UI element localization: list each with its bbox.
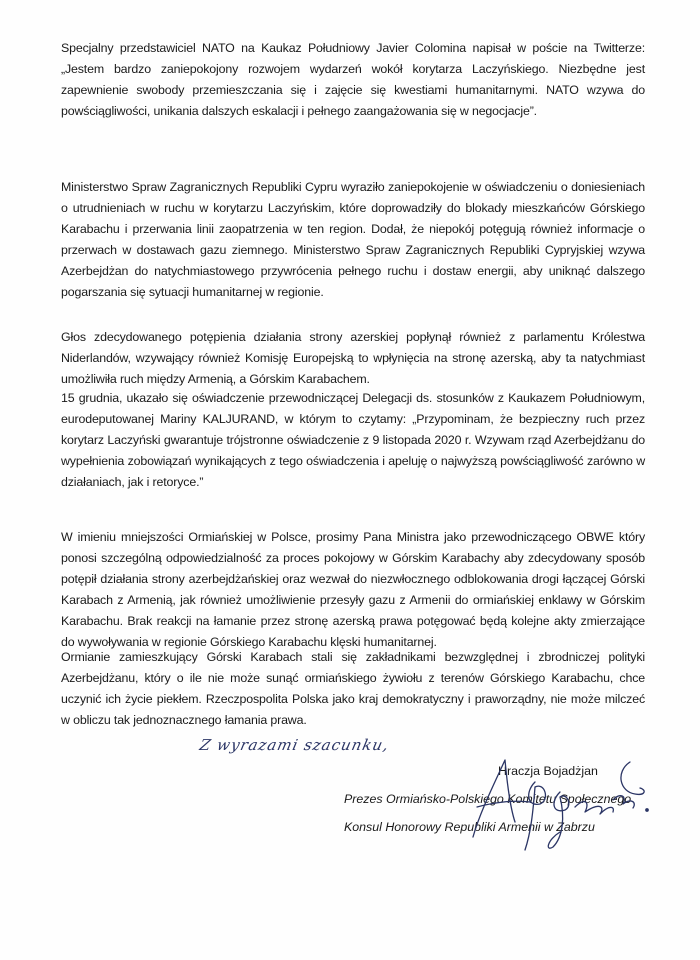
- paragraph-kaljurand-statement: 15 grudnia, ukazało się oświadczenie przewodniczącej Delegacji ds. stosunków z Kaukazem Południowym, eurodeputowanej Mariny KALJURAND, w którym to czytamy: „Przypominam, że bezpieczny ruch przez korytarz Laczyński gwarantuje trójstronne oświadczenie z 9 listopada 2020 r. Wzywam rząd Azerbejdżanu do wypełnienia zobowiązań wynikających z tego oświadczenia i apeluję o najwyższą powściągliwość zarówno w działaniach, jak i retoryce.”: [61, 391, 645, 489]
- paragraph-nato-statement: Specjalny przedstawiciel NATO na Kaukaz Południowy Javier Colomina napisał w poście na Twitterze: „Jestem bardzo zaniepokojony rozwojem wydarzeń wokół korytarza Laczyńskiego. Niezbędne jest zapewnienie swobody przemieszczania się i zajęcie się kwestiami humanitarnymi. NATO wzywa do powściągliwości, unikania dalszych eskalacji i pełnego zaangażowania się w negocjacje”.: [61, 41, 645, 118]
- signer-role-president: Prezes Ormiańsko-Polskiego Komitetu Społecznego: [344, 792, 632, 806]
- signer-role-consul: Konsul Honorowy Republiki Armenii w Zabrzu: [344, 820, 595, 834]
- paragraph-request-to-minister: W imieniu mniejszości Ormiańskiej w Polsce, prosimy Pana Ministra jako przewodniczącego OBWE który ponosi szczególną odpowiedzialność za proces pokojowy w Górskim Karabachy aby zdecydowany sposób potępił działania strony azerbejdżańskiej oraz wezwał do niezwłocznego odblokowania drogi łączącej Górski Karabach z Armenią, jak również umożliwienie przesyły gazu z Armenii do ormiańskiej enklawy w Górskim Karabachu. Brak reakcji na łamanie przez stronę azerską prawa potęgować będą kolejne akty zmierzające do wywoływania w regionie Górskiego Karabachu klęski humanitarnej.: [61, 530, 645, 649]
- paragraph-conclusion: Ormianie zamieszkujący Górski Karabach stali się zakładnikami bezwzględnej i zbrodniczej polityki Azerbejdżanu, który o ile nie może sunąć ormiańskiego żywiołu z terenów Górskiego Karabachu, chce uczynić ich życie piekłem. Rzeczpospolita Polska jako kraj demokratyczny i praworządny, nie może milczeć w obliczu tak jednoznacznego łamania prawa.: [61, 650, 645, 727]
- paragraph-cyprus-ministry: Ministerstwo Spraw Zagranicznych Republiki Cypru wyraziło zaniepokojenie w oświadczeniu o doniesieniach o utrudnieniach w ruchu w korytarzu Laczyńskim, które doprowadziły do blokady mieszkańców Górskiego Karabachu i przerwania linii zaopatrzenia w ten region. Dodał, że niepokój potęgują również informacje o przerwach w dostawach gazu ziemnego. Ministerstwo Spraw Zagranicznych Republiki Cypryjskiej wzywa Azerbejdżan do natychmiastowego przywrócenia pełnego ruchu i dostaw energii, aby uniknąć dalszego pogarszania się sytuacji humanitarnej w regionie.: [61, 180, 645, 299]
- handwritten-closing: Z wyrazami szacunku,: [198, 736, 391, 754]
- signer-name: Hraczja Bojadżjan: [498, 764, 598, 778]
- paragraph-netherlands-parliament: Głos zdecydowanego potępienia działania strony azerskiej popłynął również z parlamentu Królestwa Niderlandów, wzywający również Komisję Europejską to wpłynięcia na stronę azerską, aby ta natychmiast umożliwiła ruch między Armenią, a Górskim Karabachem.: [61, 330, 645, 386]
